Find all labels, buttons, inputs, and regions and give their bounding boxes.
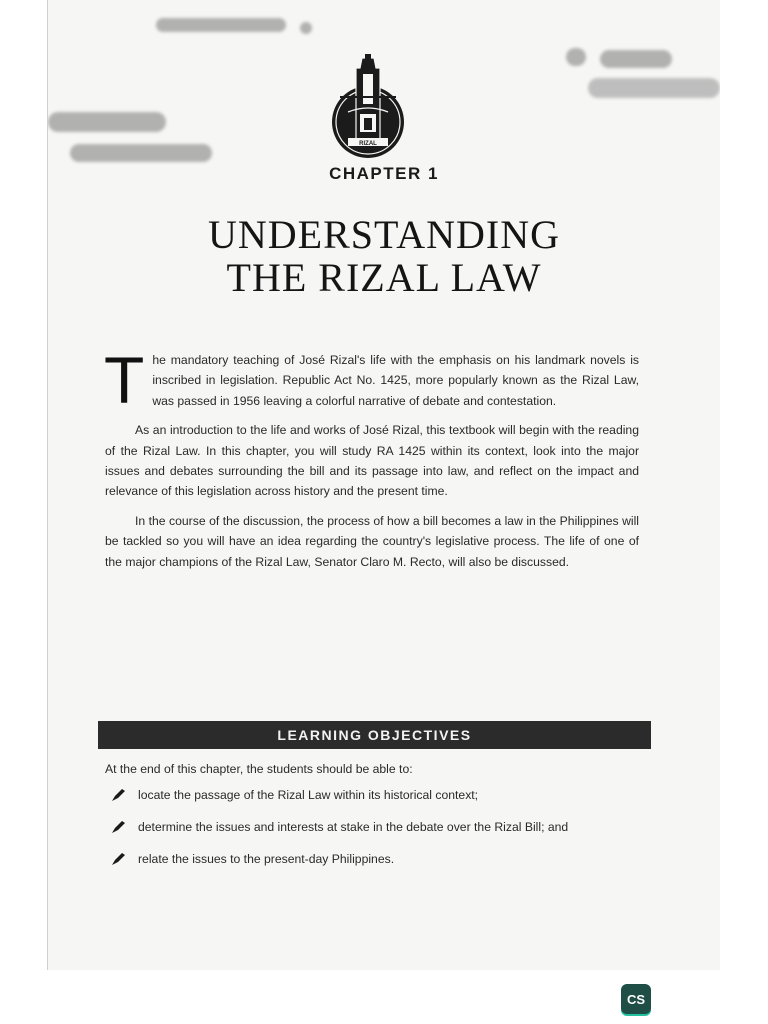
objective-item	[110, 818, 650, 836]
redaction-smudge	[588, 78, 720, 98]
objective-item	[110, 786, 650, 804]
objectives-list	[110, 786, 650, 882]
pen-nib-bullet-icon	[110, 852, 126, 866]
redaction-smudge	[48, 112, 166, 132]
intro-paragraph-3: In the course of the discussion, the process of how a bill becomes a law in the Philippines will be tackled so you will have an idea regarding the country's legislative process. The life of one of the major champions of the Rizal Law, Senator Claro M. Recto, will also be discussed.	[105, 513, 639, 569]
objective-text: locate the passage of the Rizal Law within its historical context;	[138, 788, 479, 802]
objective-item	[110, 850, 650, 868]
intro-body	[104, 343, 639, 581]
objective-text: relate the issues to the present-day Philippines.	[138, 852, 395, 866]
pen-nib-bullet-icon	[110, 788, 126, 802]
chapter-title-line2: THE RIZAL LAW	[226, 255, 542, 300]
intro-paragraph-2: As an introduction to the life and works of José Rizal, this textbook will begin with the reading of the Rizal Law. In this chapter, you will study RA 1425 within its context, look into the major issues and debates surrounding the bill and its passage into law, and reflect on the impact and relevance of this legislation across history and the present time.	[105, 423, 639, 499]
chapter-title	[48, 213, 720, 299]
camscanner-logo-badge: CS	[621, 984, 651, 1014]
objective-text: determine the issues and interests at stake in the debate over the Rizal Bill; and	[138, 820, 569, 834]
redaction-smudge	[600, 50, 672, 68]
rizal-monument-emblem-icon	[318, 52, 418, 162]
emblem-text: RIZAL	[359, 141, 377, 147]
objectives-intro: At the end of this chapter, the students should be able to:	[105, 762, 413, 776]
redaction-smudge	[156, 18, 286, 32]
chapter-label: CHAPTER 1	[329, 164, 439, 183]
intro-paragraph-1-text: he mandatory teaching of José Rizal's life with the emphasis on his landmark novels is inscribed in legislation. Republic Act No. 1425, more popularly known as the Rizal Law, was passed in 1956 leaving a colorful narrative of debate and contestation.	[152, 353, 639, 408]
intro-paragraph-1	[104, 343, 639, 417]
redaction-smudge	[300, 22, 312, 34]
book-page	[48, 0, 720, 970]
drop-cap: T	[104, 343, 145, 417]
redaction-smudge	[566, 48, 586, 66]
chapter-title-line1: UNDERSTANDING	[207, 212, 560, 257]
redaction-smudge	[70, 144, 212, 162]
learning-objectives-heading: LEARNING OBJECTIVES	[98, 721, 651, 749]
pen-nib-bullet-icon	[110, 820, 126, 834]
